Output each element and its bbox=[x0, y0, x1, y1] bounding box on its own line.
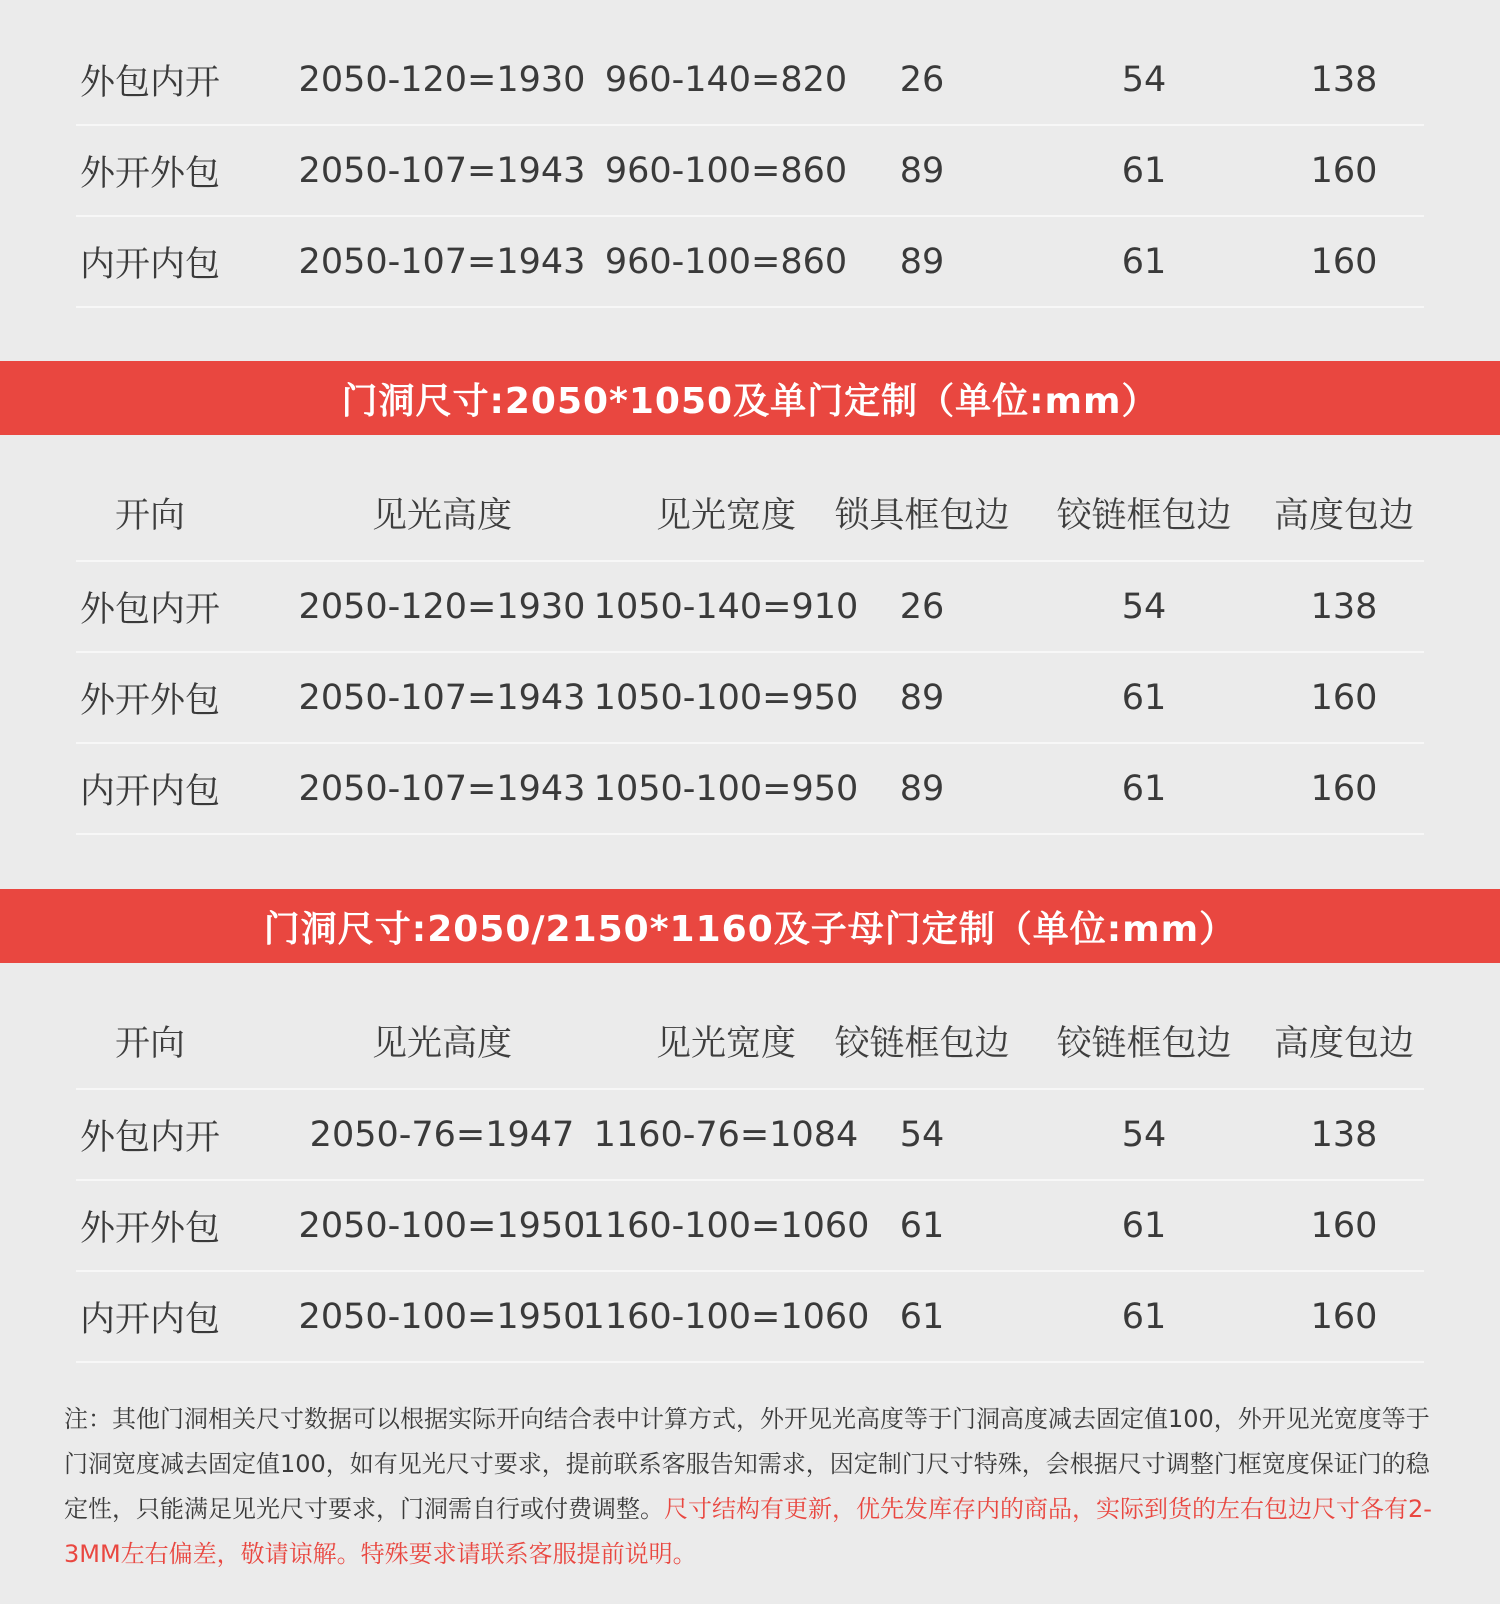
cell-visible-height: 2050-76=1947 bbox=[309, 1114, 575, 1155]
cell-lock-frame: 26 bbox=[899, 586, 945, 627]
cell-direction: 外包内开 bbox=[79, 589, 220, 630]
section-banner-single-door: 门洞尺寸:2050*1050及单门定制（单位:mm） bbox=[0, 361, 1500, 435]
cell-visible-width: 1160-76=1084 bbox=[593, 1114, 859, 1155]
header-hinge-frame-b: 铰链框包边 bbox=[1056, 1024, 1232, 1064]
cell-hinge-frame: 61 bbox=[1121, 150, 1167, 191]
table-row bbox=[76, 1272, 1424, 1363]
cell-visible-height: 2050-100=1950 bbox=[298, 1205, 586, 1246]
cell-visible-width: 1050-140=910 bbox=[593, 586, 859, 627]
footnote bbox=[64, 1397, 1434, 1577]
cell-direction: 内开内包 bbox=[79, 244, 220, 285]
header-hinge-frame-a: 铰链框包边 bbox=[834, 1024, 1010, 1064]
top-size-table bbox=[0, 35, 1500, 308]
table-row bbox=[76, 744, 1424, 835]
header-height-edge: 高度包边 bbox=[1273, 1024, 1414, 1064]
cell-direction: 内开内包 bbox=[79, 771, 220, 812]
table-header-row bbox=[76, 994, 1424, 1090]
cell-hinge-frame-a: 54 bbox=[899, 1114, 945, 1155]
cell-hinge-frame-b: 61 bbox=[1121, 1296, 1167, 1337]
cell-lock-frame: 26 bbox=[899, 59, 945, 100]
cell-hinge-frame: 54 bbox=[1121, 59, 1167, 100]
table-row bbox=[76, 1090, 1424, 1181]
cell-hinge-frame: 61 bbox=[1121, 768, 1167, 809]
cell-lock-frame: 89 bbox=[899, 241, 945, 282]
cell-lock-frame: 89 bbox=[899, 150, 945, 191]
cell-visible-height: 2050-120=1930 bbox=[298, 586, 586, 627]
cell-hinge-frame-a: 61 bbox=[899, 1205, 945, 1246]
cell-height-edge: 138 bbox=[1310, 586, 1378, 627]
section-banner-mother-door: 门洞尺寸:2050/2150*1160及子母门定制（单位:mm） bbox=[0, 889, 1500, 963]
cell-height-edge: 138 bbox=[1310, 59, 1378, 100]
table-header-row bbox=[76, 466, 1424, 562]
cell-hinge-frame: 54 bbox=[1121, 586, 1167, 627]
cell-lock-frame: 89 bbox=[899, 768, 945, 809]
header-visible-width: 见光宽度 bbox=[655, 1024, 796, 1064]
cell-height-edge: 160 bbox=[1310, 241, 1378, 282]
header-visible-height: 见光高度 bbox=[371, 496, 512, 536]
cell-height-edge: 160 bbox=[1310, 1296, 1378, 1337]
cell-direction: 内开内包 bbox=[79, 1299, 220, 1340]
mother-door-size-table bbox=[0, 994, 1500, 1363]
cell-lock-frame: 89 bbox=[899, 677, 945, 718]
cell-height-edge: 160 bbox=[1310, 768, 1378, 809]
cell-hinge-frame-b: 54 bbox=[1121, 1114, 1167, 1155]
cell-direction: 外开外包 bbox=[79, 153, 220, 194]
cell-visible-height: 2050-107=1943 bbox=[298, 677, 586, 718]
table-row bbox=[76, 35, 1424, 126]
header-lock-frame: 锁具框包边 bbox=[834, 496, 1010, 536]
cell-visible-height: 2050-107=1943 bbox=[298, 150, 586, 191]
cell-height-edge: 160 bbox=[1310, 1205, 1378, 1246]
cell-visible-height: 2050-120=1930 bbox=[298, 59, 586, 100]
cell-height-edge: 160 bbox=[1310, 150, 1378, 191]
cell-hinge-frame-b: 61 bbox=[1121, 1205, 1167, 1246]
cell-direction: 外开外包 bbox=[79, 1208, 220, 1249]
cell-visible-height: 2050-107=1943 bbox=[298, 768, 586, 809]
header-direction: 开向 bbox=[114, 1024, 185, 1064]
cell-direction: 外包内开 bbox=[79, 62, 220, 103]
single-door-size-table bbox=[0, 466, 1500, 835]
header-height-edge: 高度包边 bbox=[1273, 496, 1414, 536]
table-row bbox=[76, 653, 1424, 744]
cell-hinge-frame-a: 61 bbox=[899, 1296, 945, 1337]
header-visible-width: 见光宽度 bbox=[655, 496, 796, 536]
table-row bbox=[76, 562, 1424, 653]
cell-visible-width: 960-100=860 bbox=[604, 150, 848, 191]
cell-direction: 外包内开 bbox=[79, 1117, 220, 1158]
cell-visible-width: 1160-100=1060 bbox=[582, 1296, 870, 1337]
cell-visible-height: 2050-100=1950 bbox=[298, 1296, 586, 1337]
footnote-warning: 尺寸结构有更新，优先发库存内的商品，实际到货的左右包边尺寸各有2-3MM左右偏差，敬请谅解。特殊要求请联系客服提前说明。 bbox=[64, 1495, 1432, 1568]
cell-direction: 外开外包 bbox=[79, 680, 220, 721]
header-visible-height: 见光高度 bbox=[371, 1024, 512, 1064]
table-row bbox=[76, 126, 1424, 217]
cell-height-edge: 160 bbox=[1310, 677, 1378, 718]
table-row bbox=[76, 1181, 1424, 1272]
table-row bbox=[76, 217, 1424, 308]
footnote-text: 注：其他门洞相关尺寸数据可以根据实际开向结合表中计算方式，外开见光高度等于门洞高度减去固定值100，外开见光宽度等于门洞宽度减去固定值100，如有见光尺寸要求，提前联系客服告知需求，因定制门尺寸特殊，会根据尺寸调整门框宽度保证门的稳定性，只能满足见光尺寸要求，门洞需自行或付费调整。 bbox=[64, 1405, 1430, 1523]
cell-visible-width: 1160-100=1060 bbox=[582, 1205, 870, 1246]
cell-visible-height: 2050-107=1943 bbox=[298, 241, 586, 282]
cell-visible-width: 960-100=860 bbox=[604, 241, 848, 282]
cell-visible-width: 1050-100=950 bbox=[593, 677, 859, 718]
cell-visible-width: 1050-100=950 bbox=[593, 768, 859, 809]
header-direction: 开向 bbox=[114, 496, 185, 536]
header-hinge-frame: 铰链框包边 bbox=[1056, 496, 1232, 536]
cell-hinge-frame: 61 bbox=[1121, 241, 1167, 282]
cell-hinge-frame: 61 bbox=[1121, 677, 1167, 718]
cell-visible-width: 960-140=820 bbox=[604, 59, 848, 100]
cell-height-edge: 138 bbox=[1310, 1114, 1378, 1155]
